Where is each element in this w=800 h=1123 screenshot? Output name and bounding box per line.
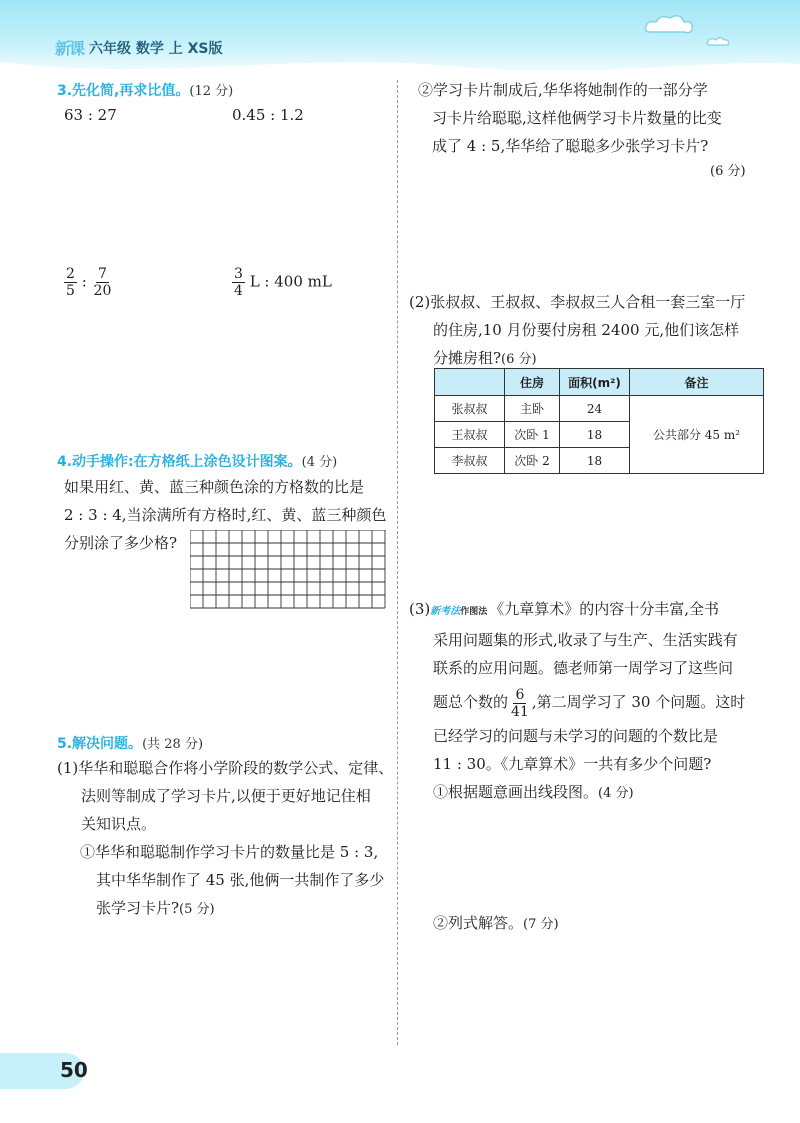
q4-line: 分别涂了多少格? (64, 534, 178, 552)
q5-part3b-text: ②列式解答。 (433, 914, 524, 932)
drawing-method-badge: 作图法 (460, 607, 488, 617)
square-grid (190, 530, 386, 614)
new-method-badge: 新考法 (430, 606, 461, 617)
q4-points: (4 分) (301, 455, 338, 470)
q4-line: 如果用红、黄、蓝三种颜色涂的方格数的比是 (64, 478, 365, 496)
q3-title: 3.先化简,再求比值。 (57, 83, 190, 99)
table-cell: 李叔叔 (435, 448, 505, 474)
q5-line: (2)张叔叔、王叔叔、李叔叔三人合租一套三室一厅 (409, 293, 746, 311)
table-cell: 王叔叔 (435, 422, 505, 448)
table-header: 面积(m²) (560, 369, 630, 396)
q5-line: 关知识点。 (81, 815, 157, 833)
q5-part2-points: (6 分) (501, 352, 537, 367)
column-divider (397, 80, 398, 1045)
table-header: 备注 (630, 369, 764, 396)
rent-table (434, 368, 764, 474)
page-number: 50 (60, 1058, 88, 1082)
cloud-icon (640, 10, 700, 40)
q5-part3b-points: (7 分) (523, 917, 559, 932)
q5-part3a: ①根据题意画出线段图。 (433, 783, 599, 801)
q3-expr-1: 63 : 27 (64, 106, 117, 124)
q5-part1b-points: (6 分) (710, 164, 746, 179)
q5-line: 的住房,10 月份要付房租 2400 元,他们该怎样 (433, 321, 740, 339)
q5-part3-text (409, 595, 745, 808)
q3-expr-4 (232, 266, 332, 299)
table-row (435, 396, 764, 422)
ratio-sign: : (81, 272, 87, 291)
q5-line: ①华华和聪聪制作学习卡片的数量比是 5 : 3, (80, 843, 379, 861)
table-header-row (435, 369, 764, 396)
q5-line: 分摊房租? (433, 349, 502, 367)
q5-line: 题总个数的 (433, 693, 509, 711)
q4-heading (57, 451, 337, 471)
q5-part1-text (57, 754, 393, 838)
q5-heading (57, 733, 203, 753)
fraction: $\frac{3}{4}$ (234, 266, 243, 299)
q5-line: 《九章算术》的内容十分丰富,全书 (489, 600, 720, 618)
q5-points: (共 28 分) (142, 737, 204, 752)
q5-line: 张学习卡片? (96, 899, 180, 917)
q5-part1b-text (418, 76, 722, 160)
table-header (435, 369, 505, 396)
q5-part3-number: (3) (409, 600, 431, 618)
table-cell: 24 (560, 396, 630, 422)
q3-expr-2: 0.45 : 1.2 (232, 106, 304, 124)
q3-expr-3 (64, 266, 113, 299)
brand-logo: 新课 (55, 39, 84, 58)
q5-line: 采用问题集的形式,收录了与生产、生活实践有 (433, 631, 738, 649)
q5-line: 法则等制成了学习卡片,以便于更好地记住相 (81, 787, 371, 805)
fraction: $\frac{7}{20}$ (93, 266, 112, 299)
table-note-cell: 公共部分 45 m² (630, 396, 764, 474)
q5-line: 成了 4 : 5,华华给了聪聪多少张学习卡片? (432, 137, 709, 155)
book-title: 六年级 数学 上 XS版 (89, 40, 223, 57)
q5-line: ,第二周学习了 30 个问题。这时 (531, 693, 746, 711)
table-cell: 次卧 1 (505, 422, 560, 448)
ratio-units: L : 400 mL (249, 272, 332, 291)
table-header: 住房 (505, 369, 560, 396)
q5-line: (1)华华和聪聪合作将小学阶段的数学公式、定律、 (57, 759, 394, 777)
q5-title: 5.解决问题。 (57, 736, 143, 752)
q5-part3a-points: (4 分) (598, 786, 634, 801)
q5-line: 联系的应用问题。德老师第一周学习了这些问 (433, 659, 734, 677)
q5-part1a-points: (5 分) (179, 902, 215, 917)
q5-part2-text (409, 288, 745, 374)
q5-part3b (433, 912, 559, 933)
q5-line: ②学习卡片制成后,华华将她制作的一部分学 (418, 81, 708, 99)
q5-part1a-text (80, 838, 384, 924)
fraction: $\frac{2}{5}$ (66, 266, 75, 299)
table-cell: 次卧 2 (505, 448, 560, 474)
q4-title: 4.动手操作:在方格纸上涂色设计图案。 (57, 454, 302, 470)
q3-points: (12 分) (189, 84, 234, 99)
q4-line: 2 : 3 : 4,当涂满所有方格时,红、黄、蓝三种颜色 (64, 506, 387, 524)
q5-line: 习卡片给聪聪,这样他俩学习卡片数量的比变 (432, 109, 722, 127)
q5-line: 已经学习的问题与未学习的问题的个数比是 (433, 727, 719, 745)
table-cell: 张叔叔 (435, 396, 505, 422)
header-title (55, 36, 223, 59)
table-cell: 主卧 (505, 396, 560, 422)
q5-line: 其中华华制作了 45 张,他俩一共制作了多少 (96, 871, 385, 889)
table-cell: 18 (560, 422, 630, 448)
grid-svg (190, 530, 386, 610)
table-cell: 18 (560, 448, 630, 474)
q3-heading (57, 80, 233, 100)
cloud-small-icon (705, 34, 731, 48)
q5-line: 11 : 30。《九章算术》一共有多少个问题? (433, 755, 712, 773)
fraction: $\frac{6}{41}$ (511, 686, 529, 720)
